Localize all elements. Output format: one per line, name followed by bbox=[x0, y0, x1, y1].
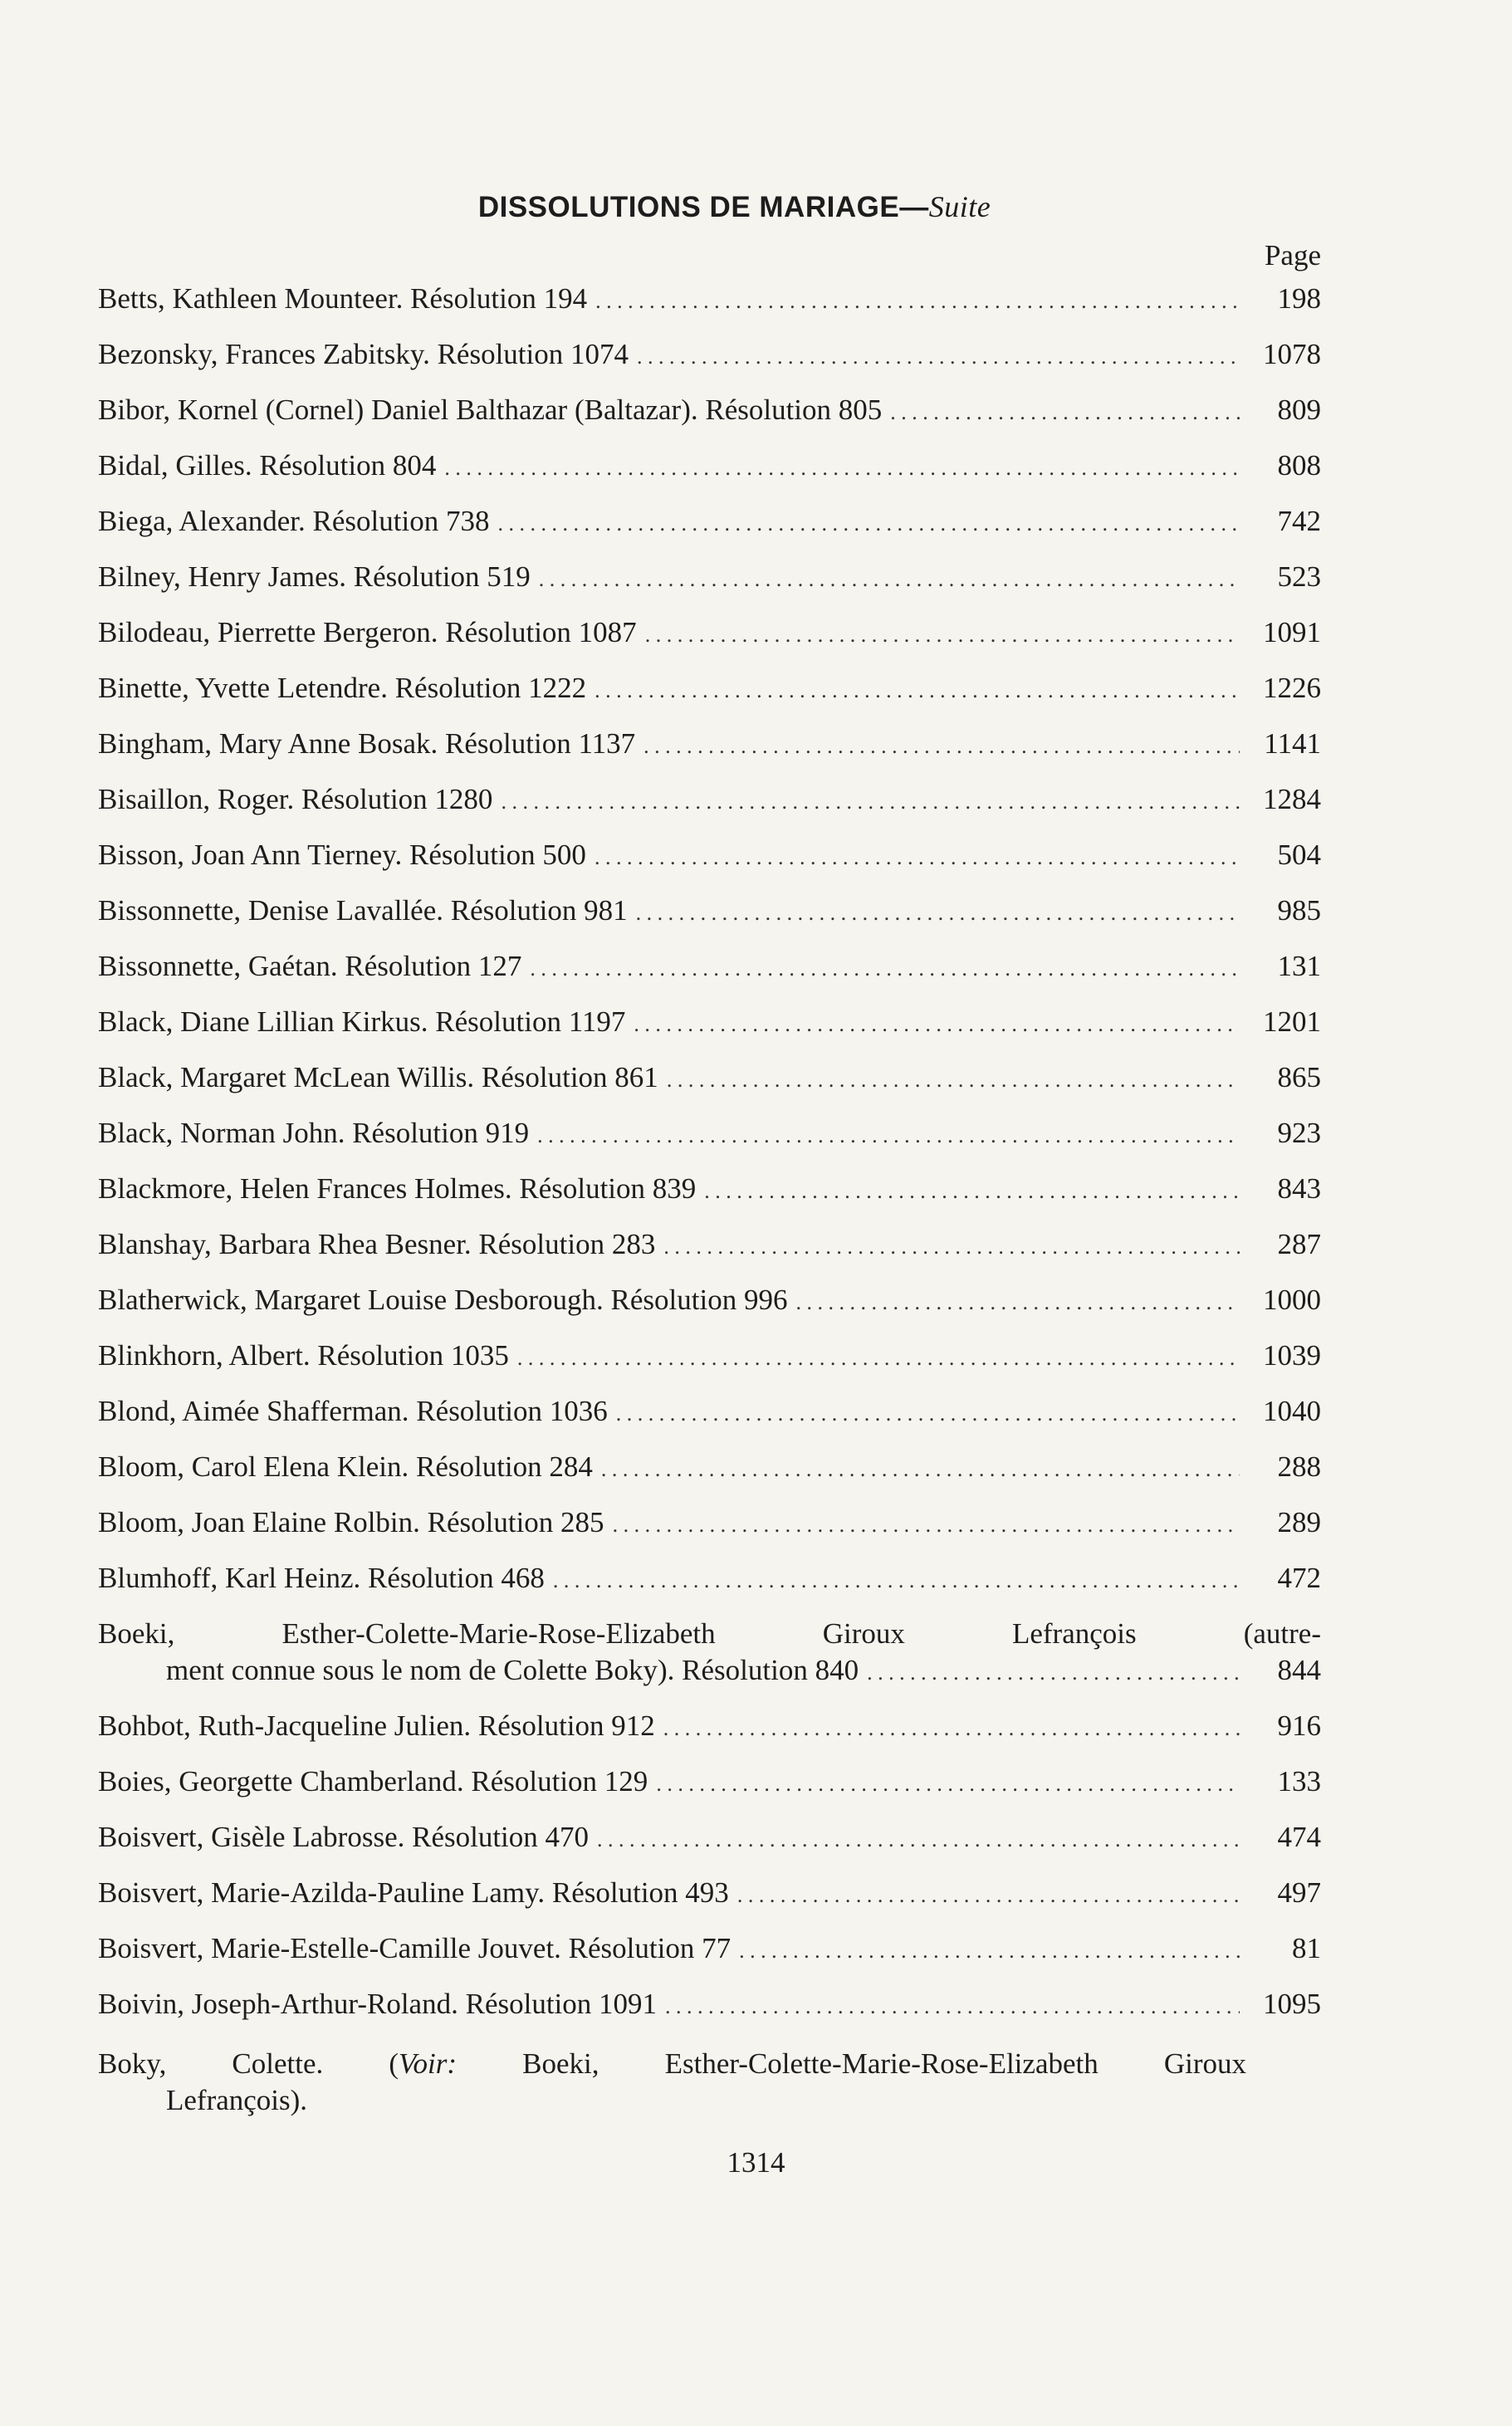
cross-reference-entry bbox=[98, 2046, 1321, 2119]
entry-page: 504 bbox=[1277, 839, 1321, 871]
entry-page: 809 bbox=[1277, 394, 1321, 426]
entry-text: Biega, Alexander. Résolution 738 bbox=[98, 505, 490, 537]
index-page bbox=[98, 189, 1321, 2138]
entry-page: 472 bbox=[1277, 1562, 1321, 1594]
entry-page: 1284 bbox=[1263, 783, 1321, 815]
entry-page: 198 bbox=[1277, 282, 1321, 315]
leader-dots bbox=[656, 1766, 1240, 1802]
xref-name: Boky, Colette. ( bbox=[98, 2047, 399, 2080]
leader-dots bbox=[616, 1396, 1240, 1432]
entry-text: Bloom, Carol Elena Klein. Résolution 284 bbox=[98, 1450, 593, 1483]
entry-text: Bilney, Henry James. Résolution 519 bbox=[98, 560, 531, 593]
index-entry bbox=[98, 559, 1321, 595]
entry-page: 131 bbox=[1277, 950, 1321, 982]
entry-text: Blanshay, Barbara Rhea Besner. Résolution 283 bbox=[98, 1228, 656, 1260]
leader-dots bbox=[595, 673, 1240, 709]
entry-page: 1091 bbox=[1263, 616, 1321, 648]
entry-page: 1000 bbox=[1263, 1284, 1321, 1316]
index-entry bbox=[98, 1504, 1321, 1541]
index-entry bbox=[98, 1338, 1321, 1374]
leader-dots bbox=[663, 1710, 1240, 1747]
index-entry bbox=[98, 1930, 1321, 1967]
leader-dots bbox=[737, 1877, 1240, 1914]
entry-text: Binette, Yvette Letendre. Résolution 1222 bbox=[98, 672, 587, 704]
index-entry bbox=[98, 726, 1321, 762]
index-entry bbox=[98, 948, 1321, 985]
index-entry bbox=[98, 336, 1321, 373]
entry-page: 497 bbox=[1277, 1876, 1321, 1909]
entry-page: 1078 bbox=[1263, 338, 1321, 370]
entry-page: 288 bbox=[1277, 1450, 1321, 1483]
leader-dots bbox=[601, 1451, 1240, 1488]
leader-dots bbox=[795, 1284, 1240, 1321]
entry-page: 287 bbox=[1277, 1228, 1321, 1260]
index-entry bbox=[98, 1226, 1321, 1263]
entry-text: Boisvert, Marie-Azilda-Pauline Lamy. Résolution 493 bbox=[98, 1876, 729, 1909]
entry-text: Boies, Georgette Chamberland. Résolution 129 bbox=[98, 1765, 648, 1797]
entry-page: 844 bbox=[1277, 1654, 1321, 1686]
entry-text: Betts, Kathleen Mounteer. Résolution 194 bbox=[98, 282, 588, 315]
index-entry bbox=[98, 781, 1321, 818]
index-entry bbox=[98, 1708, 1321, 1744]
leader-dots bbox=[663, 1229, 1240, 1265]
entry-text: Blinkhorn, Albert. Résolution 1035 bbox=[98, 1339, 509, 1372]
index-entry bbox=[98, 1819, 1321, 1856]
entry-list-2 bbox=[98, 1708, 1321, 2022]
index-entry bbox=[98, 1004, 1321, 1040]
index-entry bbox=[98, 392, 1321, 428]
index-entry bbox=[98, 1059, 1321, 1096]
entry-page: 81 bbox=[1292, 1932, 1321, 1964]
heading-suite: Suite bbox=[928, 190, 991, 223]
entry-text: Blatherwick, Margaret Louise Desborough. Résolution 996 bbox=[98, 1284, 788, 1316]
entry-page: 865 bbox=[1277, 1061, 1321, 1093]
leader-dots bbox=[739, 1933, 1240, 1969]
leader-dots bbox=[634, 1006, 1240, 1043]
entry-page: 742 bbox=[1277, 505, 1321, 537]
leader-dots bbox=[595, 283, 1240, 320]
leader-dots bbox=[643, 728, 1240, 765]
page-number: 1314 bbox=[727, 2146, 785, 2179]
entry-text: Bisaillon, Roger. Résolution 1280 bbox=[98, 783, 493, 815]
index-entry-multiline bbox=[98, 1616, 1321, 1689]
index-entry bbox=[98, 1560, 1321, 1597]
entry-text: ment connue sous le nom de Colette Boky). Résolution 840 bbox=[166, 1654, 859, 1686]
entry-page: 985 bbox=[1277, 894, 1321, 927]
entry-page: 916 bbox=[1277, 1709, 1321, 1742]
entry-page: 923 bbox=[1277, 1117, 1321, 1149]
leader-dots bbox=[444, 450, 1240, 487]
index-entry bbox=[98, 1282, 1321, 1318]
entry-line-1: Boeki, Esther-Colette-Marie-Rose-Elizabeth Giroux Lefrançois (autre- bbox=[98, 1617, 1321, 1650]
leader-dots bbox=[667, 1062, 1240, 1098]
entry-page: 1040 bbox=[1263, 1395, 1321, 1427]
leader-dots bbox=[890, 394, 1240, 431]
entry-page: 843 bbox=[1277, 1172, 1321, 1205]
index-entry bbox=[98, 1171, 1321, 1207]
entry-text: Boivin, Joseph-Arthur-Roland. Résolution 1091 bbox=[98, 1988, 658, 2020]
leader-dots bbox=[501, 784, 1240, 820]
xref-voir: Voir: bbox=[399, 2047, 458, 2080]
entry-page: 1141 bbox=[1264, 727, 1321, 760]
index-entry bbox=[98, 670, 1321, 707]
index-entry bbox=[98, 503, 1321, 540]
entry-list bbox=[98, 281, 1321, 1597]
entry-text: Bissonnette, Gaétan. Résolution 127 bbox=[98, 950, 522, 982]
entry-text: Bingham, Mary Anne Bosak. Résolution 1137 bbox=[98, 727, 636, 760]
heading-dash: — bbox=[899, 191, 929, 223]
entry-text: Bezonsky, Frances Zabitsky. Résolution 1074 bbox=[98, 338, 629, 370]
leader-dots bbox=[530, 951, 1240, 987]
entry-page: 1226 bbox=[1263, 672, 1321, 704]
index-entry bbox=[98, 1393, 1321, 1430]
entry-page: 523 bbox=[1277, 560, 1321, 593]
entry-text: Blond, Aimée Shafferman. Résolution 1036 bbox=[98, 1395, 608, 1427]
leader-dots bbox=[637, 339, 1240, 375]
entry-page: 474 bbox=[1277, 1821, 1321, 1853]
leader-dots bbox=[595, 839, 1240, 876]
entry-page: 1201 bbox=[1263, 1005, 1321, 1038]
entry-text: Black, Diane Lillian Kirkus. Résolution 1197 bbox=[98, 1005, 626, 1038]
xref-line-2: Lefrançois). bbox=[166, 2084, 308, 2116]
entry-text: Black, Margaret McLean Willis. Résolution 861 bbox=[98, 1061, 658, 1093]
entry-text: Bidal, Gilles. Résolution 804 bbox=[98, 449, 437, 482]
entry-page: 133 bbox=[1277, 1765, 1321, 1797]
index-entry bbox=[98, 1875, 1321, 1911]
entry-text: Boisvert, Gisèle Labrosse. Résolution 470 bbox=[98, 1821, 590, 1853]
leader-dots bbox=[636, 895, 1240, 932]
entry-page: 289 bbox=[1277, 1506, 1321, 1538]
xref-target: Boeki, Esther-Colette-Marie-Rose-Elizabeth Giroux bbox=[457, 2047, 1246, 2080]
leader-dots bbox=[497, 506, 1240, 542]
leader-dots bbox=[867, 1655, 1240, 1691]
entry-text: Bissonnette, Denise Lavallée. Résolution 981 bbox=[98, 894, 628, 927]
index-entry bbox=[98, 1763, 1321, 1800]
leader-dots bbox=[537, 1118, 1240, 1154]
leader-dots bbox=[704, 1173, 1240, 1210]
index-entry bbox=[98, 1986, 1321, 2022]
entry-text: Blumhoff, Karl Heinz. Résolution 468 bbox=[98, 1562, 545, 1594]
entry-text: Bibor, Kornel (Cornel) Daniel Balthazar (Baltazar). Résolution 805 bbox=[98, 394, 883, 426]
heading-title: DISSOLUTIONS DE MARIAGE bbox=[477, 191, 900, 223]
xref-line-1 bbox=[98, 2046, 1321, 2082]
index-entry bbox=[98, 448, 1321, 484]
leader-dots bbox=[553, 1563, 1240, 1599]
leader-dots bbox=[517, 1340, 1240, 1377]
entry-page: 808 bbox=[1277, 449, 1321, 482]
entry-line-2 bbox=[98, 1652, 1321, 1689]
index-entry bbox=[98, 614, 1321, 651]
entry-page: 1095 bbox=[1263, 1988, 1321, 2020]
index-entry bbox=[98, 837, 1321, 873]
entry-text: Bisson, Joan Ann Tierney. Résolution 500 bbox=[98, 839, 586, 871]
leader-dots bbox=[665, 1988, 1240, 2025]
entry-text: Bloom, Joan Elaine Rolbin. Résolution 285 bbox=[98, 1506, 604, 1538]
index-entry bbox=[98, 1115, 1321, 1152]
entry-text: Black, Norman John. Résolution 919 bbox=[98, 1117, 530, 1149]
index-entry bbox=[98, 281, 1321, 317]
page-column-heading: Page bbox=[1264, 239, 1321, 271]
leader-dots bbox=[645, 617, 1240, 653]
section-heading bbox=[98, 189, 1321, 224]
leader-dots bbox=[539, 561, 1240, 598]
entry-text: Bilodeau, Pierrette Bergeron. Résolution 1087 bbox=[98, 616, 637, 648]
index-entry bbox=[98, 893, 1321, 929]
entry-text: Bohbot, Ruth-Jacqueline Julien. Résolution 912 bbox=[98, 1709, 655, 1742]
leader-dots bbox=[597, 1822, 1240, 1858]
entry-text: Blackmore, Helen Frances Holmes. Résolution 839 bbox=[98, 1172, 697, 1205]
leader-dots bbox=[613, 1507, 1240, 1543]
entry-page: 1039 bbox=[1263, 1339, 1321, 1372]
index-entry bbox=[98, 1449, 1321, 1485]
entry-text: Boisvert, Marie-Estelle-Camille Jouvet. Résolution 77 bbox=[98, 1932, 732, 1964]
